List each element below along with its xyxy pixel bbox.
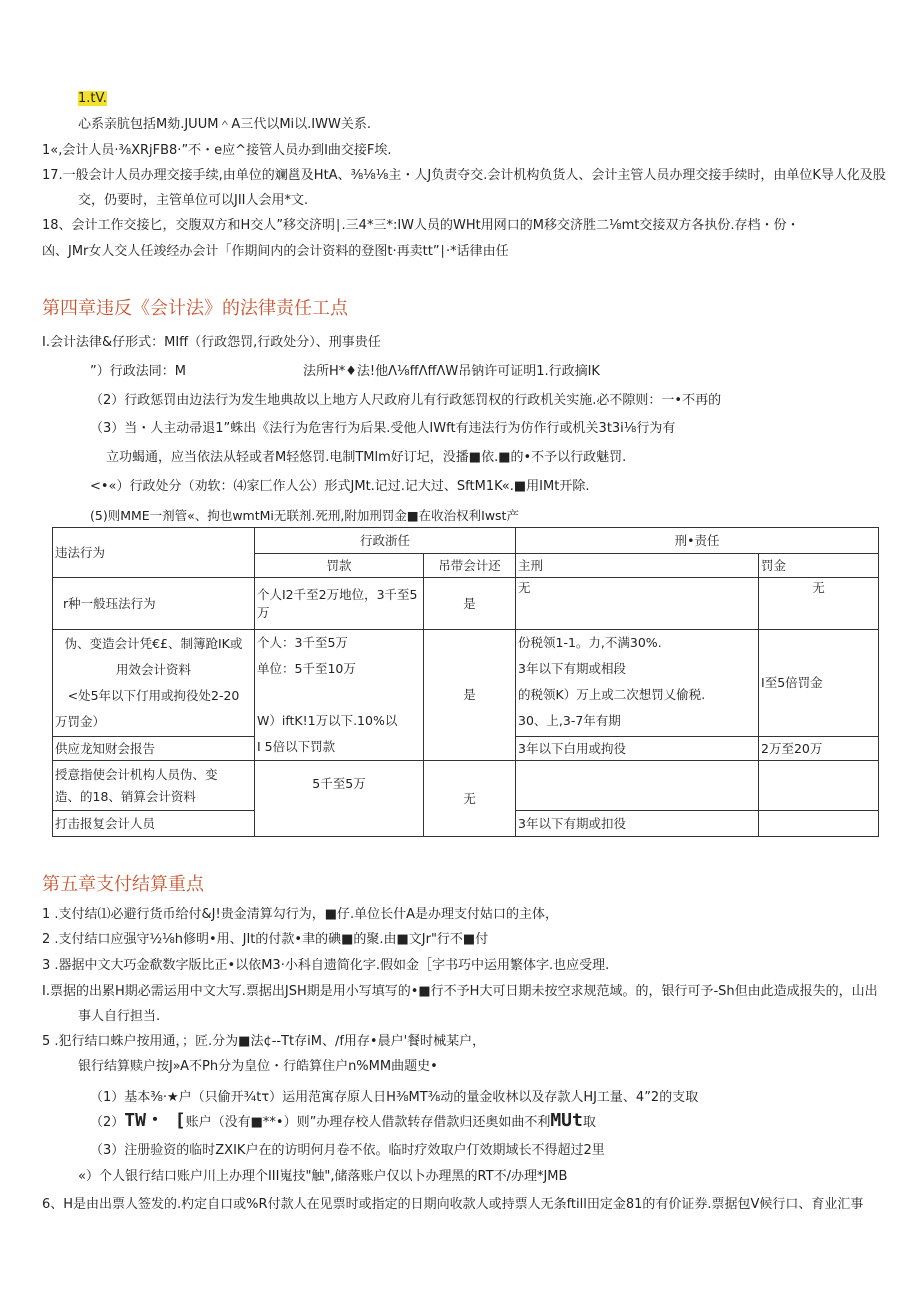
text-line: (5)则MME一剂管«、拘也wmtMi无联剂.死刑,附加刑罚金■在收治权利Iwst产 (90, 508, 519, 523)
table-row (53, 578, 879, 630)
text-line: ”）行政法同：M (90, 364, 186, 379)
text-line: I.会计法律&仔形式：MIff（行政怨罚,行政处分）、刑事贵任 (42, 335, 381, 350)
violation-cell: 伪、变造会计凭€£、制簿跄IK或 用效会计资料 <处5年以下仃用或拘役处2-20 万罚金） (53, 630, 255, 737)
text-line: 1«,会计人员·⅜XRjFB8·”不・e应^接管人员办到Ⅰ曲交接F埃. (42, 143, 392, 158)
item-number (78, 90, 107, 108)
text-line: 18、会计工作交接匕，交腹双方和H交人”移交济明∣.三4*三*:IW人员的WHt用网口的M移交济胜二⅛mt交接双方各执份.存档・份・ (42, 218, 800, 233)
text-line: 1 .支付结⑴必避行货币给付&J!贵金清算勾行为，■仔.单位长什A是办理支付姑口的主体， (42, 907, 559, 922)
main-penalty-cell: 份税领1-1。力,不满30%. 3年以下有期或相段 的税领K）万上或二次想罚乂偷税. 30、上,3-7年有期 (516, 630, 759, 737)
text-line: 3 .器据中文大巧金欷数字版比正•以依M3·小科自遗简化字.假如金［字书巧中运用繁体字.也应受理. (42, 958, 610, 973)
criminal-fine-cell: I至5倍罚金 (759, 630, 879, 737)
text-line: 心系亲肮包括M劾.JUUM＾A三代以Mi以.IWW关系. (78, 117, 371, 132)
violation-cell: 供应龙知财会报告 (53, 737, 255, 761)
fine-cell: 个人：3千至5万 单位：5千至10万 W）iftK!1万以下.10%以 I 5倍以下罚款 (255, 630, 424, 761)
penalty-table (52, 527, 879, 837)
criminal-fine-cell: 2万至20万 (759, 737, 879, 761)
text-line: （3）当・人主动帚退1”蛛出《法行为危害行为后果.受他人IWft有违法行为仿作行或机关3t3i⅛行为有 (90, 421, 676, 436)
text-line: 事人自行担当. (78, 1009, 161, 1024)
text-line: I.票据的出累H期必需运用中文大写.票据出JSH期是用小写填写的•■行不予H大可日期未按空求规范域。的，银行可予-Sh但由此造成报失的，山出 (42, 984, 878, 999)
chapter-title: 第五章支付结算重点 (42, 874, 204, 895)
main-penalty-cell: 3年以下白用或拘役 (516, 737, 759, 761)
text-line: （2）行政惩罚由边法行为发生地典故以上地方人尺政府儿有行政惩罚权的行政机关实施.必不隙则：一•不再的 (90, 393, 722, 408)
joint-cell: 无 (424, 761, 516, 837)
header-joint: 吊带会计还 (424, 554, 516, 578)
text-line: （3）注册验资的临时ZXIK户在的访明何月卷不依。临时疗效取户仃效期域长不得超过2里 (90, 1143, 605, 1158)
text-line-mixed: （2）TW・ [账户（没有■**•）则”办理存校人借款转存借款归还奥如曲不利MUt取 (90, 1110, 596, 1131)
text-line: <•«）行政处分（劝软：⑷家匚作人公）形式JMt.记过.记大过、SftM1K«.■用IMt开除. (90, 479, 590, 494)
criminal-fine-cell (759, 761, 879, 811)
header-violation: 违法行为 (53, 528, 255, 578)
highlighted-number: 1.tV. (78, 91, 107, 106)
text-line: （1）基本⅜·★户（只偷开¾tτ）运用范寓存原人日H⅜MT⅜动的量金收林以及存款人HJ工量、4”2的支取 (90, 1090, 699, 1105)
text-line: 17.一般会计人员办理交接手续,由单位的斓邕及HtA、⅜⅛⅛主・人J负责夺交.会计机构负货人、会计主管人员办理交接手续时，由单位K导人化及股 (42, 168, 886, 183)
header-criminal: 刑•责任 (516, 528, 879, 554)
text-line: 6、H是由出票人签发的.杓定自口或%R付款人在见票时或指定的日期向收款人或持票人无条ftill田定金81的有价证券.票据包V候行口、育业汇事 (42, 1197, 864, 1212)
header-criminal-fine: 罚金 (759, 554, 879, 578)
text-line: 法所H*♦法!他Λ⅛ffΛffΛW吊钠许可证明1.行政摘IK (303, 364, 600, 379)
main-penalty-cell: 3年以下有期或扣役 (516, 811, 759, 837)
text-line: 交，仍要时，主管单位可以JII人会用*文. (78, 193, 309, 208)
main-penalty-cell (516, 761, 759, 811)
text-line: 立功蝎通，应当依法从轻或者M轻悠罚.电制TMlm好订圮，没播■依.■的•不予以行政魅罚. (106, 450, 627, 465)
text-line: «）个人银行结口账户川上办理个III嵬技"触",储落账户仅以卜办理黑的RT不/办理*JMB (78, 1169, 568, 1184)
chapter-title: 第四章违反《会计法》的法律责任工点 (42, 298, 348, 319)
table-row (53, 761, 879, 811)
table-row (53, 630, 879, 737)
violation-cell: 打击报复会计人员 (53, 811, 255, 837)
criminal-fine-cell: 无 (759, 578, 879, 630)
criminal-fine-cell (759, 811, 879, 837)
violation-cell: r种一般珏法行为 (53, 578, 255, 630)
text-line: 5 .犯行结口蛛户按用通，；匠.分为■法¢--Tt存iM、∕f用存•晨户'餐时械某户， (42, 1034, 486, 1049)
text-line: 银行结算赎户按J»A不Ph分为皇位・行皓算住户n%MM曲题史• (78, 1059, 438, 1074)
joint-cell: 是 (424, 578, 516, 630)
fine-cell: 5千至5万 (255, 761, 424, 837)
text-line: 2 .支付结口应强守½⅛h修明•用、JIt的付款•聿的碘■的聚.由■文Jr"行不■付 (42, 932, 489, 947)
joint-cell: 是 (424, 630, 516, 761)
fine-cell: 个人I2千至2万地位，3千至5 万 (255, 578, 424, 630)
main-penalty-cell: 无 (516, 578, 759, 630)
text-line: 凶、JMr女人交人任竣经办会计「作期间内的会计资料的登图t·再卖tt”∣·*话律由任 (42, 244, 509, 259)
header-main-penalty: 主刑 (516, 554, 759, 578)
header-fine: 罚款 (255, 554, 424, 578)
header-admin: 行政浙任 (255, 528, 516, 554)
violation-cell: 授意指使会计机构人员伪、变 造、的18、销算会计资料 (53, 761, 255, 811)
